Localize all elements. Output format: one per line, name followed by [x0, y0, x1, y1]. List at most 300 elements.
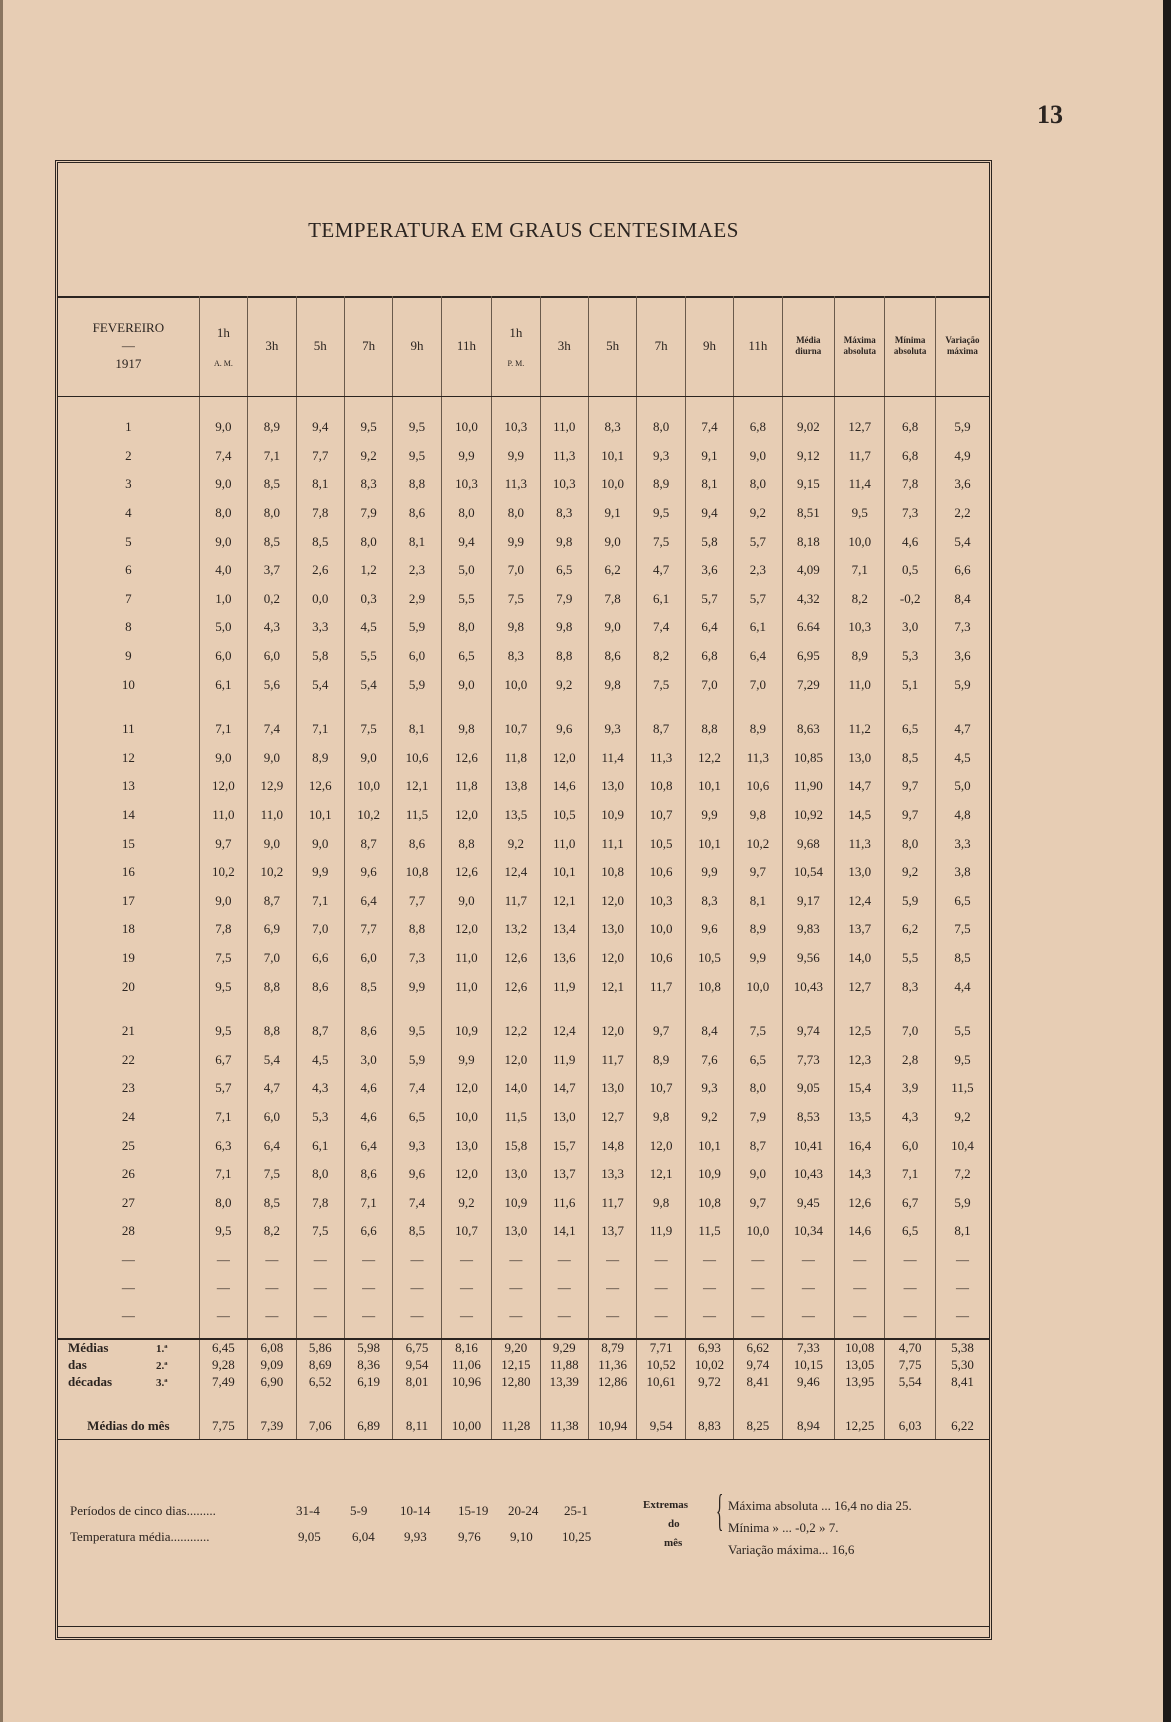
media-mes-row: [58, 1413, 989, 1440]
dash-cell: —: [734, 1246, 782, 1274]
table-row: [58, 801, 989, 830]
table-cell: 5,7: [734, 585, 782, 614]
table-cell: 9,56: [782, 944, 834, 973]
table-cell: 10,7: [492, 715, 540, 744]
spacer-row: [58, 1001, 989, 1017]
spacer-cell: [637, 1391, 685, 1413]
month-header: FEVEREIRO — 1917: [58, 296, 199, 397]
table-cell: 9,6: [540, 715, 588, 744]
spacer-cell: [685, 1391, 733, 1413]
table-cell: 8,6: [588, 642, 636, 671]
table-cell: 14,6: [540, 772, 588, 801]
table-cell: 11,9: [637, 1217, 685, 1246]
table-cell: 6,5: [540, 556, 588, 585]
extremas-label: Extremas: [643, 1499, 689, 1511]
table-cell: 9,29: [540, 1339, 588, 1357]
extremas-label: mês: [664, 1537, 683, 1549]
table-cell: 9,0: [441, 670, 491, 699]
table-row: [58, 715, 989, 744]
table-cell: 10,43: [782, 972, 834, 1001]
table-cell: 7,5: [248, 1160, 296, 1189]
table-cell: 10,9: [441, 1017, 491, 1046]
spacer-cell: [248, 1391, 296, 1413]
table-cell: 10,4: [935, 1131, 989, 1160]
title-box: [58, 163, 989, 298]
spacer-cell: [835, 1001, 885, 1017]
table-cell: 12,9: [248, 772, 296, 801]
table-cell: 11,06: [441, 1357, 491, 1374]
table-cell: 9,0: [248, 744, 296, 773]
dash-cell: —: [885, 1274, 935, 1302]
table-cell: 8,6: [344, 1017, 392, 1046]
day-number: 19: [121, 949, 135, 965]
table-row: [58, 556, 989, 585]
table-cell: 9,0: [199, 470, 247, 499]
table-cell: 8,3: [540, 499, 588, 528]
table-cell: 8,7: [296, 1017, 344, 1046]
extremas-label: do: [668, 1518, 680, 1530]
table-cell: 11,9: [540, 972, 588, 1001]
dash-cell: —: [734, 1274, 782, 1302]
table-cell: 11,3: [734, 744, 782, 773]
table-cell: 6,9: [248, 915, 296, 944]
dash-cell: —: [588, 1274, 636, 1302]
table-cell: 11,3: [637, 744, 685, 773]
day-number: 17: [121, 892, 135, 908]
page-title: TEMPERATURA EM GRAUS CENTESIMAES: [308, 218, 739, 242]
table-cell: 10,43: [782, 1160, 834, 1189]
table-cell: 10,0: [441, 413, 491, 442]
table-cell: 3,9: [885, 1074, 935, 1103]
day-number: 1: [125, 419, 132, 435]
spacer-cell: [885, 1001, 935, 1017]
table-cell: 9,7: [885, 801, 935, 830]
table-cell: 10,0: [588, 470, 636, 499]
table-cell: 0,2: [248, 585, 296, 614]
table-cell: 10,41: [782, 1131, 834, 1160]
table-cell: 7,1: [296, 887, 344, 916]
table-cell: 12,6: [492, 944, 540, 973]
table-cell: 3,6: [685, 556, 733, 585]
media-value: 9,93: [404, 1529, 427, 1544]
day-number: 11: [122, 721, 135, 737]
dash-cell: —: [248, 1246, 296, 1274]
table-cell: 9,3: [685, 1074, 733, 1103]
table-cell: 11,6: [540, 1188, 588, 1217]
table-cell: 6,1: [199, 670, 247, 699]
empty-day-row: [58, 1246, 989, 1274]
table-cell: 5,5: [885, 944, 935, 973]
dash-cell: —: [441, 1246, 491, 1274]
table-cell: 9,0: [441, 887, 491, 916]
table-cell: 8,83: [685, 1413, 733, 1440]
spacer-cell: [734, 699, 782, 715]
table-cell: 8,63: [782, 715, 834, 744]
table-cell: 7,1: [248, 442, 296, 471]
table-cell: 9,2: [492, 829, 540, 858]
table-cell: 7,0: [734, 670, 782, 699]
table-cell: 8,0: [441, 613, 491, 642]
table-cell: 9,5: [393, 442, 441, 471]
day-number: 24: [121, 1108, 135, 1124]
table-cell: 8,9: [637, 470, 685, 499]
table-cell: 11,3: [835, 829, 885, 858]
table-cell: 14,7: [835, 772, 885, 801]
table-cell: 13,0: [588, 915, 636, 944]
table-cell: 9,12: [782, 442, 834, 471]
spacer-cell: [248, 1001, 296, 1017]
table-cell: 6,4: [344, 1131, 392, 1160]
table-cell: 13,6: [540, 944, 588, 973]
table-row: [58, 413, 989, 442]
table-cell: 9,2: [344, 442, 392, 471]
table-cell: 12,1: [588, 972, 636, 1001]
media-value: 10,25: [562, 1529, 592, 1544]
table-cell: 9,2: [540, 670, 588, 699]
table-cell: 12,1: [637, 1160, 685, 1189]
table-cell: 9,0: [199, 527, 247, 556]
table-cell: 7,2: [935, 1160, 989, 1189]
spacer-cell: [248, 699, 296, 715]
table-cell: 8,9: [637, 1045, 685, 1074]
spacer-cell: [199, 1001, 247, 1017]
table-cell: 8,41: [935, 1374, 989, 1391]
table-cell: 10,0: [734, 1217, 782, 1246]
table-cell: 6,2: [885, 915, 935, 944]
table-cell: 13,0: [441, 1131, 491, 1160]
table-cell: 7,5: [935, 915, 989, 944]
table-cell: 8,0: [885, 829, 935, 858]
spacer-cell: [637, 1001, 685, 1017]
table-cell: 9,09: [248, 1357, 296, 1374]
table-cell: 8,9: [296, 744, 344, 773]
table-cell: 12,6: [441, 744, 491, 773]
table-cell: 9,5: [637, 499, 685, 528]
dash-cell: —: [935, 1302, 989, 1330]
table-cell: 9,20: [492, 1339, 540, 1357]
table-cell: 7,49: [199, 1374, 247, 1391]
table-cell: 8,8: [685, 715, 733, 744]
table-row: [58, 499, 989, 528]
dash-cell: —: [540, 1274, 588, 1302]
hour-header: 7h: [637, 296, 685, 397]
table-cell: 7,8: [296, 1188, 344, 1217]
table-cell: 5,7: [685, 585, 733, 614]
hour-header: 11h: [734, 296, 782, 397]
table-row: [58, 1160, 989, 1189]
table-cell: 5,30: [935, 1357, 989, 1374]
table-cell: 9,0: [588, 527, 636, 556]
table-cell: 3,6: [935, 642, 989, 671]
table-cell: 5,3: [885, 642, 935, 671]
footer: [58, 1463, 989, 1573]
spacer-cell: [441, 1001, 491, 1017]
table-cell: 12,2: [492, 1017, 540, 1046]
table-cell: 10,7: [637, 801, 685, 830]
minima-line: Mínima » ... -0,2 » 7.: [728, 1520, 839, 1535]
table-cell: 8,0: [344, 527, 392, 556]
table-cell: 8,3: [344, 470, 392, 499]
table-cell: 7,5: [637, 527, 685, 556]
spacer-cell: [734, 1391, 782, 1413]
table-cell: 10,9: [492, 1188, 540, 1217]
table-cell: 8,2: [248, 1217, 296, 1246]
table-cell: 6,89: [344, 1413, 392, 1440]
decada-row: [58, 1374, 989, 1391]
table-cell: 13,5: [492, 801, 540, 830]
day-number: 23: [121, 1080, 135, 1096]
table-cell: 11,7: [588, 1045, 636, 1074]
table-cell: 11,7: [637, 972, 685, 1001]
table-cell: 2,3: [734, 556, 782, 585]
day-number: 26: [121, 1166, 135, 1182]
day-number: 7: [125, 590, 132, 606]
table-row: [58, 1045, 989, 1074]
table-cell: 8,53: [782, 1103, 834, 1132]
table-cell: 8,0: [734, 470, 782, 499]
dash-cell: —: [344, 1246, 392, 1274]
spacer-cell: [344, 1001, 392, 1017]
table-cell: 5,8: [296, 642, 344, 671]
separator-cell: [199, 1330, 247, 1339]
day-number: 6: [125, 562, 132, 578]
table-row: [58, 1103, 989, 1132]
hour-header: 9h: [685, 296, 733, 397]
decada-index: 1.ª: [156, 1343, 168, 1356]
day-number: 21: [121, 1023, 135, 1039]
table-cell: 8,41: [734, 1374, 782, 1391]
spacer-cell: [885, 699, 935, 715]
table-cell: 2,8: [885, 1045, 935, 1074]
table-cell: 11,0: [540, 829, 588, 858]
table-cell: 9,3: [393, 1131, 441, 1160]
hour-header: 5h: [588, 296, 636, 397]
table-cell: 7,75: [885, 1357, 935, 1374]
table-cell: 7,0: [492, 556, 540, 585]
table-cell: 5,5: [441, 585, 491, 614]
table-row: [58, 1131, 989, 1160]
table-cell: 10,6: [734, 772, 782, 801]
table-cell: 12,15: [492, 1357, 540, 1374]
table-cell: 7,8: [588, 585, 636, 614]
table-cell: 10,94: [588, 1413, 636, 1440]
table-cell: 4,5: [935, 744, 989, 773]
table-cell: 5,9: [393, 613, 441, 642]
spacer-cell: [296, 397, 344, 414]
table-cell: 10,1: [685, 772, 733, 801]
table-cell: 9,74: [782, 1017, 834, 1046]
table-cell: 7,0: [885, 1017, 935, 1046]
table-cell: 3,6: [935, 470, 989, 499]
table-cell: 10,5: [685, 944, 733, 973]
table-cell: 6,03: [885, 1413, 935, 1440]
day-number: 10: [121, 676, 135, 692]
spacer-cell: [393, 699, 441, 715]
table-cell: 2,2: [935, 499, 989, 528]
table-cell: 6,0: [885, 1131, 935, 1160]
table-cell: 12,80: [492, 1374, 540, 1391]
table-cell: 6,75: [393, 1339, 441, 1357]
table-cell: 8,3: [885, 972, 935, 1001]
table-cell: 9,5: [935, 1045, 989, 1074]
spacer-cell: [199, 699, 247, 715]
table-cell: 9,9: [492, 527, 540, 556]
table-cell: 9,8: [588, 670, 636, 699]
table-cell: 9,6: [685, 915, 733, 944]
table-cell: 9,2: [935, 1103, 989, 1132]
dash-cell: —: [393, 1246, 441, 1274]
table-cell: 9,46: [782, 1374, 834, 1391]
table-cell: 13,0: [492, 1160, 540, 1189]
table-cell: 5,9: [393, 670, 441, 699]
table-cell: 7,3: [935, 613, 989, 642]
table-cell: 9,74: [734, 1357, 782, 1374]
table-cell: 8,5: [248, 1188, 296, 1217]
spacer-cell: [782, 1001, 834, 1017]
maxima-line: Máxima absoluta ... 16,4 no dia 25.: [728, 1498, 912, 1513]
table-cell: 9,1: [685, 442, 733, 471]
table-cell: 7,1: [199, 715, 247, 744]
table-cell: 7,8: [885, 470, 935, 499]
header-row: [58, 296, 989, 397]
table-cell: 9,72: [685, 1374, 733, 1391]
hour-header: 3h: [540, 296, 588, 397]
spacer-cell: [835, 699, 885, 715]
table-cell: 8,5: [296, 527, 344, 556]
table-cell: 5,4: [344, 670, 392, 699]
table-cell: 11,3: [492, 470, 540, 499]
table-cell: 9,9: [734, 944, 782, 973]
table-cell: 6,0: [344, 944, 392, 973]
table-cell: 7,06: [296, 1413, 344, 1440]
hour-header: 1h A. M.: [199, 296, 247, 397]
spacer-cell: [393, 1001, 441, 1017]
table-cell: 0,0: [296, 585, 344, 614]
table-cell: 9,9: [296, 858, 344, 887]
table-cell: 9,0: [734, 442, 782, 471]
table-cell: 9,02: [782, 413, 834, 442]
table-cell: 5,8: [685, 527, 733, 556]
day-number: 9: [125, 648, 132, 664]
periodo-value: 20-24: [508, 1503, 539, 1518]
table-cell: 9,1: [588, 499, 636, 528]
spacer-row: [58, 699, 989, 715]
decada-label: das: [68, 1357, 87, 1373]
table-cell: 8,5: [344, 972, 392, 1001]
dash-cell: —: [248, 1302, 296, 1330]
table-cell: 7,29: [782, 670, 834, 699]
spacer-cell: [296, 1001, 344, 1017]
table-cell: 12,6: [296, 772, 344, 801]
dash-cell: —: [885, 1246, 935, 1274]
table-cell: 5,1: [885, 670, 935, 699]
table-cell: 13,0: [588, 1074, 636, 1103]
spacer-cell: [685, 699, 733, 715]
table-cell: 10,3: [492, 413, 540, 442]
table-cell: 7,4: [393, 1188, 441, 1217]
table-cell: 8,36: [344, 1357, 392, 1374]
separator-cell: [58, 1330, 199, 1339]
table-cell: 10,2: [248, 858, 296, 887]
table-cell: 8,51: [782, 499, 834, 528]
table-cell: 12,7: [588, 1103, 636, 1132]
table-cell: 10,6: [637, 944, 685, 973]
periodo-value: 15-19: [458, 1503, 489, 1518]
table-cell: 8,9: [734, 715, 782, 744]
dash-cell: —: [685, 1246, 733, 1274]
day-number: 8: [125, 619, 132, 635]
table-cell: 7,0: [296, 915, 344, 944]
table-cell: 10,1: [685, 829, 733, 858]
separator-cell: [637, 1330, 685, 1339]
table-cell: 6,0: [393, 642, 441, 671]
spacer-cell: [58, 699, 199, 715]
table-cell: 14,0: [835, 944, 885, 973]
table-cell: 6,4: [248, 1131, 296, 1160]
table-cell: 8,1: [734, 887, 782, 916]
table-cell: 6,3: [199, 1131, 247, 1160]
table-cell: 8,3: [685, 887, 733, 916]
spacer-cell: [835, 1391, 885, 1413]
minima-absoluta-header: Mínima absoluta: [885, 296, 935, 397]
spacer-cell: [637, 699, 685, 715]
day-number: 15: [121, 835, 135, 851]
table-cell: 8,94: [782, 1413, 834, 1440]
table-cell: 9,2: [885, 858, 935, 887]
table-cell: 8,1: [393, 527, 441, 556]
table-cell: 8,3: [492, 642, 540, 671]
table-cell: 9,0: [588, 613, 636, 642]
day-number: 4: [125, 505, 132, 521]
table-cell: 11,7: [588, 1188, 636, 1217]
table-cell: 7,4: [685, 413, 733, 442]
table-cell: 7,39: [248, 1413, 296, 1440]
separator-cell: [885, 1330, 935, 1339]
table-cell: 9,2: [734, 499, 782, 528]
table-cell: 8,6: [296, 972, 344, 1001]
table-cell: 7,8: [296, 499, 344, 528]
table-cell: 12,0: [199, 772, 247, 801]
spacer-cell: [58, 397, 199, 414]
spacer-cell: [199, 1391, 247, 1413]
table-cell: 8,0: [296, 1160, 344, 1189]
table-cell: 5,38: [935, 1339, 989, 1357]
table-cell: 2,3: [393, 556, 441, 585]
table-cell: 12,86: [588, 1374, 636, 1391]
spacer-cell: [588, 397, 636, 414]
table-cell: -0,2: [885, 585, 935, 614]
table-cell: 4,5: [344, 613, 392, 642]
table-cell: 10,1: [685, 1131, 733, 1160]
table-cell: 10,9: [685, 1160, 733, 1189]
table-cell: 9,5: [199, 1017, 247, 1046]
table-cell: 10,34: [782, 1217, 834, 1246]
table-cell: 7,5: [637, 670, 685, 699]
table-cell: 4,6: [344, 1103, 392, 1132]
variacao-maxima-header: Variação máxima: [935, 296, 989, 397]
day-number: 18: [121, 921, 135, 937]
table-cell: 5,5: [344, 642, 392, 671]
table-cell: 8,1: [935, 1217, 989, 1246]
extremas-brace: {: [716, 1486, 724, 1535]
table-cell: 9,8: [540, 527, 588, 556]
table-cell: 7,3: [885, 499, 935, 528]
spacer-cell: [441, 699, 491, 715]
dash-cell: —: [121, 1307, 135, 1323]
table-cell: 12,1: [393, 772, 441, 801]
dash-cell: —: [121, 1279, 135, 1295]
table-row: [58, 670, 989, 699]
